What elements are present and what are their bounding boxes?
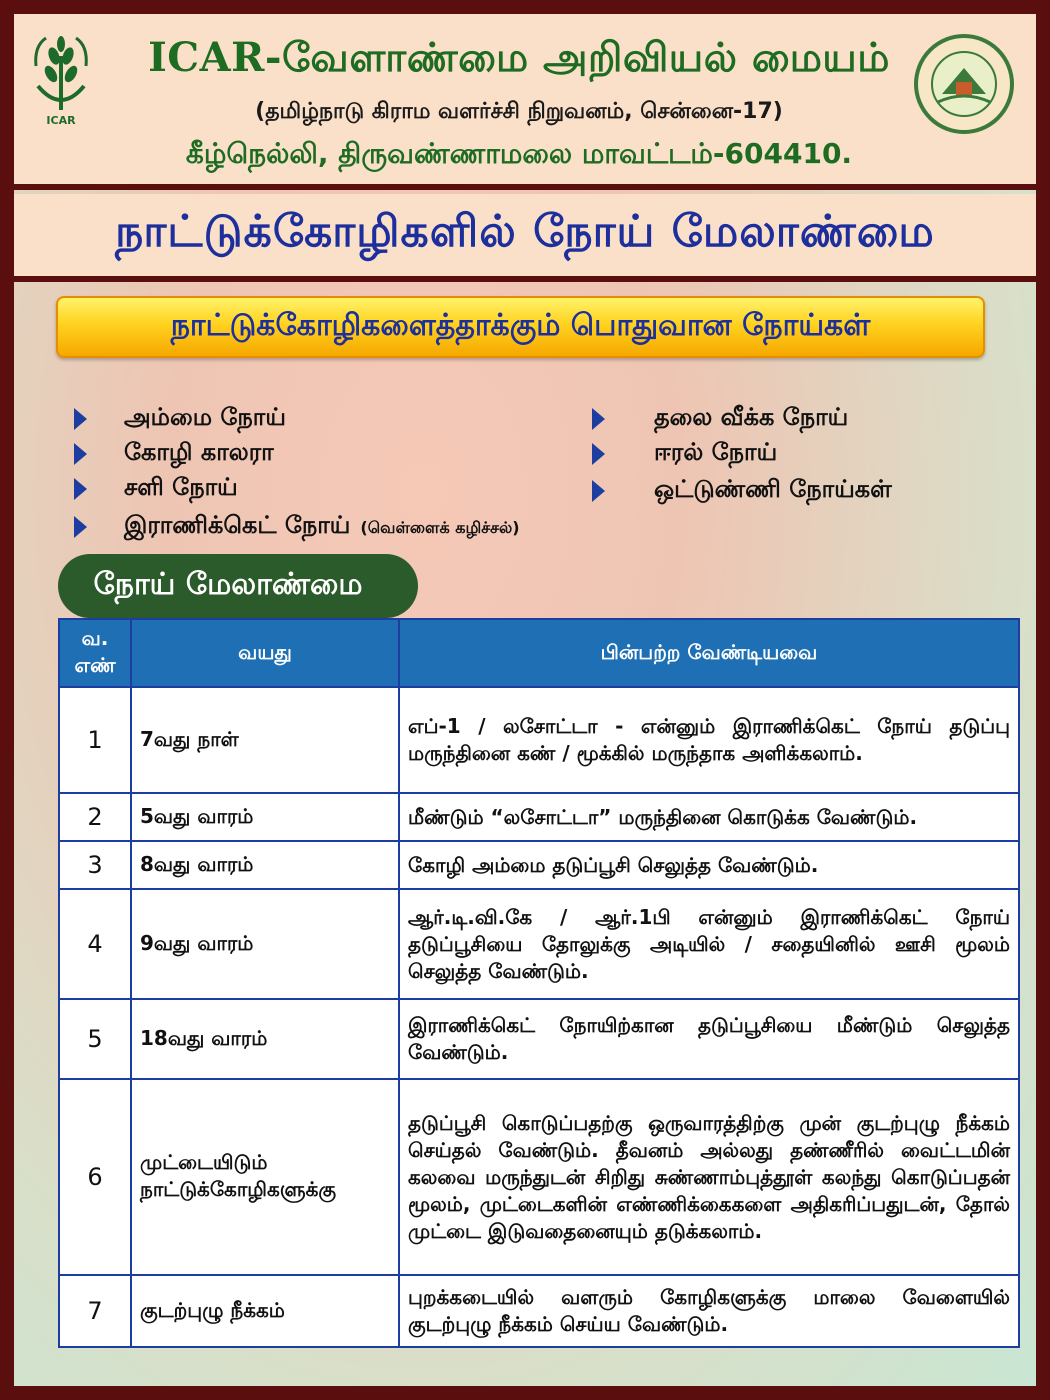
- diseases-banner: [56, 296, 985, 358]
- disease-item: [74, 438, 554, 472]
- row-age: 7வது நாள்: [131, 687, 399, 793]
- row-action: மீண்டும் “லசோட்டா” மருந்தினை கொடுக்க வேண்டும்.: [399, 793, 1019, 841]
- chevron-right-icon: [74, 443, 87, 465]
- row-action: தடுப்பூசி கொடுப்பதற்கு ஒருவாரத்திற்கு முன் குடற்புழு நீக்கம் செய்தல் வேண்டும். தீவனம் அல்லது தண்ணீரில் வைட்டமின் கலவை மருந்துடன் சிறிது சுண்ணாம்புத்தூள் கலந்து கொடுப்பதன் மூலம், முட்டைகளின் எண்ணிக்கைகளை அதிகரிப்பதுடன், தோல் முட்டை இடுவதைனையும் தடுக்கலாம்.: [399, 1079, 1019, 1275]
- chevron-right-icon: [592, 443, 605, 465]
- chevron-right-icon: [74, 516, 87, 538]
- row-serial: 2: [59, 793, 131, 841]
- row-action: புறக்கடையில் வளரும் கோழிகளுக்கு மாலை வேளையில் குடற்புழு நீக்கம் செய்ய வேண்டும்.: [399, 1275, 1019, 1347]
- table-row: [59, 1275, 1019, 1347]
- disease-item: [592, 438, 1012, 472]
- management-banner-text: நோய் மேலாண்மை: [93, 567, 363, 602]
- disease-item: [74, 511, 634, 545]
- table-row: [59, 1079, 1019, 1275]
- disease-item: [592, 403, 1012, 437]
- table-row: [59, 889, 1019, 999]
- disease-name: ஒட்டுண்ணி நோய்கள்: [654, 475, 892, 503]
- chevron-right-icon: [74, 478, 87, 500]
- column-header-age: வயது: [131, 619, 399, 687]
- management-banner: [58, 554, 418, 618]
- disease-name: இராணிக்கெட் நோய்: [124, 511, 351, 539]
- disease-name: அம்மை நோய்: [124, 403, 286, 431]
- wheat-icon: [32, 36, 90, 112]
- main-title-band: [14, 194, 1036, 276]
- institute-parent: (தமிழ்நாடு கிராம வளர்ச்சி நிறுவனம், சென்னை-17): [255, 99, 783, 124]
- institute-address: கீழ்நெல்லி, திருவண்ணாமலை மாவட்டம்-604410.: [185, 137, 853, 170]
- icar-logo-label: ICAR: [46, 114, 76, 127]
- row-serial: 3: [59, 841, 131, 889]
- institute-seal-icon: [912, 32, 1016, 136]
- table-row: [59, 793, 1019, 841]
- disease-note: (வெள்ளைக் கழிச்சல்): [360, 518, 520, 537]
- poster-frame: [14, 14, 1036, 1386]
- row-age: 5வது வாரம்: [131, 793, 399, 841]
- disease-name: கோழி காலரா: [124, 438, 274, 466]
- disease-item: [74, 473, 554, 507]
- row-action: எப்-1 / லசோட்டா - என்னும் இராணிக்கெட் நோய் தடுப்பு மருந்தினை கண் / மூக்கில் மருந்தாக அளிக்கலாம்.: [399, 687, 1019, 793]
- table-row: [59, 687, 1019, 793]
- diseases-banner-text: நாட்டுக்கோழிகளைத்தாக்கும் பொதுவான நோய்கள்: [170, 308, 871, 343]
- row-action: ஆர்.டி.வி.கே / ஆர்.1பி என்னும் இராணிக்கெட் நோய் தடுப்பூசியை தோலுக்கு அடியில் / சதையினில் ஊசி மூலம் செலுத்த வேண்டும்.: [399, 889, 1019, 999]
- chevron-right-icon: [74, 408, 87, 430]
- management-table: [58, 618, 1020, 1348]
- main-title: நாட்டுக்கோழிகளில் நோய் மேலாண்மை: [115, 206, 935, 257]
- icar-logo: [32, 36, 90, 136]
- row-action: கோழி அம்மை தடுப்பூசி செலுத்த வேண்டும்.: [399, 841, 1019, 889]
- row-age: 9வது வாரம்: [131, 889, 399, 999]
- institute-title: ICAR-வேளாண்மை அறிவியல் மையம்: [148, 34, 890, 81]
- table-header-row: [59, 619, 1019, 687]
- row-age: குடற்புழு நீக்கம்: [131, 1275, 399, 1347]
- row-action: இராணிக்கெட் நோயிற்கான தடுப்பூசியை மீண்டும் செலுத்த வேண்டும்.: [399, 999, 1019, 1079]
- disease-name: ஈரல் நோய்: [654, 438, 778, 466]
- disease-item: [592, 475, 1012, 509]
- row-age: 18வது வாரம்: [131, 999, 399, 1079]
- row-serial: 1: [59, 687, 131, 793]
- disease-item: [74, 403, 554, 437]
- row-serial: 4: [59, 889, 131, 999]
- table-row: [59, 999, 1019, 1079]
- row-age: முட்டையிடும் நாட்டுக்கோழிகளுக்கு: [131, 1079, 399, 1275]
- row-serial: 6: [59, 1079, 131, 1275]
- disease-name: தலை வீக்க நோய்: [654, 403, 849, 431]
- row-age: 8வது வாரம்: [131, 841, 399, 889]
- column-header-serial: வ. எண்: [59, 619, 131, 687]
- title-divider: [14, 276, 1036, 282]
- column-header-action: பின்பற்ற வேண்டியவை: [399, 619, 1019, 687]
- chevron-right-icon: [592, 408, 605, 430]
- chevron-right-icon: [592, 480, 605, 502]
- row-serial: 5: [59, 999, 131, 1079]
- table-row: [59, 841, 1019, 889]
- header-divider: [14, 184, 1036, 190]
- disease-name: சளி நோய்: [124, 473, 238, 501]
- row-serial: 7: [59, 1275, 131, 1347]
- header: [14, 14, 1036, 184]
